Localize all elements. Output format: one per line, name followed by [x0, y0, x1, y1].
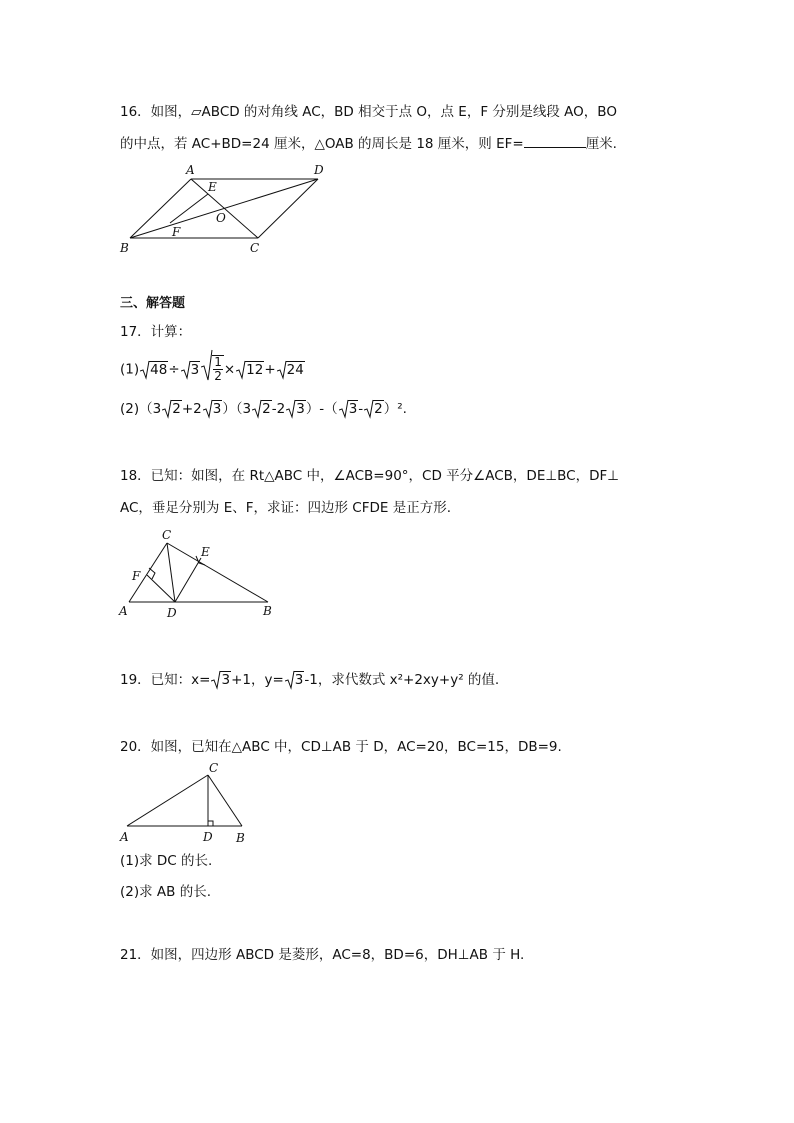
label-b: B: [263, 604, 272, 618]
side-ac: [127, 775, 208, 826]
q17-p1-label: (1): [120, 361, 140, 378]
label-a: A: [119, 604, 128, 618]
q20-sub1: (1)求 DC 的长.: [120, 853, 213, 869]
answer-blank: [524, 135, 586, 148]
q18-line1: 18．已知：如图，在 Rt△ABC 中，∠ACB=90°，CD 平分∠ACB，DE⊥BC，DF⊥: [120, 468, 619, 484]
right-angle-d: [208, 821, 213, 826]
label-o: O: [216, 211, 226, 225]
label-b: B: [120, 241, 129, 255]
side-bc: [167, 543, 268, 602]
divide-sign: ÷: [168, 361, 180, 378]
q17-p2-label: (2): [120, 401, 140, 417]
q17-part1: [120, 355, 305, 383]
q16-line2-text: 的中点，若 AC+BD=24 厘米，△OAB 的周长是 18 厘米，则 EF=: [120, 136, 524, 152]
label-c: C: [209, 761, 219, 775]
label-e: E: [208, 180, 217, 194]
segment-ef: [170, 194, 208, 223]
q18-line2: AC，垂足分别为 E、F，求证：四边形 CFDE 是正方形.: [120, 500, 451, 516]
times-sign: ×: [223, 361, 236, 378]
side-ab: [130, 179, 191, 238]
q20-sub2: (2)求 AB 的长.: [120, 884, 211, 900]
label-a: A: [186, 163, 195, 177]
sqrt-24: 24: [277, 361, 305, 379]
q16-parallelogram-figure: [110, 160, 340, 260]
segment-df: [147, 575, 175, 602]
plus-sign: +: [264, 361, 276, 378]
q20-line1: 20．如图，已知在△ABC 中，CD⊥AB 于 D，AC=20，BC=15，DB=9.: [120, 739, 562, 755]
label-c: C: [162, 528, 172, 542]
label-a: A: [120, 830, 129, 844]
diagonal-bd: [130, 179, 318, 238]
segment-cd: [167, 543, 175, 602]
q16-line2-unit: 厘米.: [585, 136, 617, 152]
label-f: F: [132, 569, 141, 583]
q17-part2: (2)（3 2+2 3）（3 2-2 3）-（ 3- 2）².: [120, 401, 407, 417]
label-b: B: [236, 831, 245, 845]
sqrt-48: 48: [140, 361, 168, 379]
sqrt-3: 3: [181, 361, 201, 379]
section-title: 三、解答题: [120, 296, 186, 311]
label-c: C: [250, 241, 260, 255]
q18-triangle-figure: [115, 525, 285, 620]
label-d: D: [167, 606, 177, 620]
label-d: D: [314, 163, 324, 177]
q19-line: 19．已知：x= 3+1，y= 3-1，求代数式 x²+2xy+y² 的值.: [120, 672, 500, 688]
sqrt-half: $\frac{1}{2}$: [201, 355, 224, 383]
side-bc: [208, 775, 242, 826]
q17-title: 17．计算：: [120, 324, 192, 340]
sqrt-3: 3: [285, 671, 305, 689]
label-f: F: [172, 225, 181, 239]
label-d: D: [203, 830, 213, 844]
q20-triangle-figure: [115, 758, 255, 848]
sqrt-3: 3: [211, 671, 231, 689]
side-cd: [258, 179, 318, 238]
label-e: E: [201, 545, 210, 559]
q21-line1: 21．如图，四边形 ABCD 是菱形，AC=8，BD=6，DH⊥AB 于 H.: [120, 947, 525, 963]
segment-de: [175, 558, 201, 602]
sqrt-12: 12: [236, 361, 264, 379]
q16-line2: [120, 135, 617, 153]
q16-line1: 16．如图，▱ABCD 的对角线 AC，BD 相交于点 O，点 E，F 分别是线段 AO，BO: [120, 104, 617, 120]
